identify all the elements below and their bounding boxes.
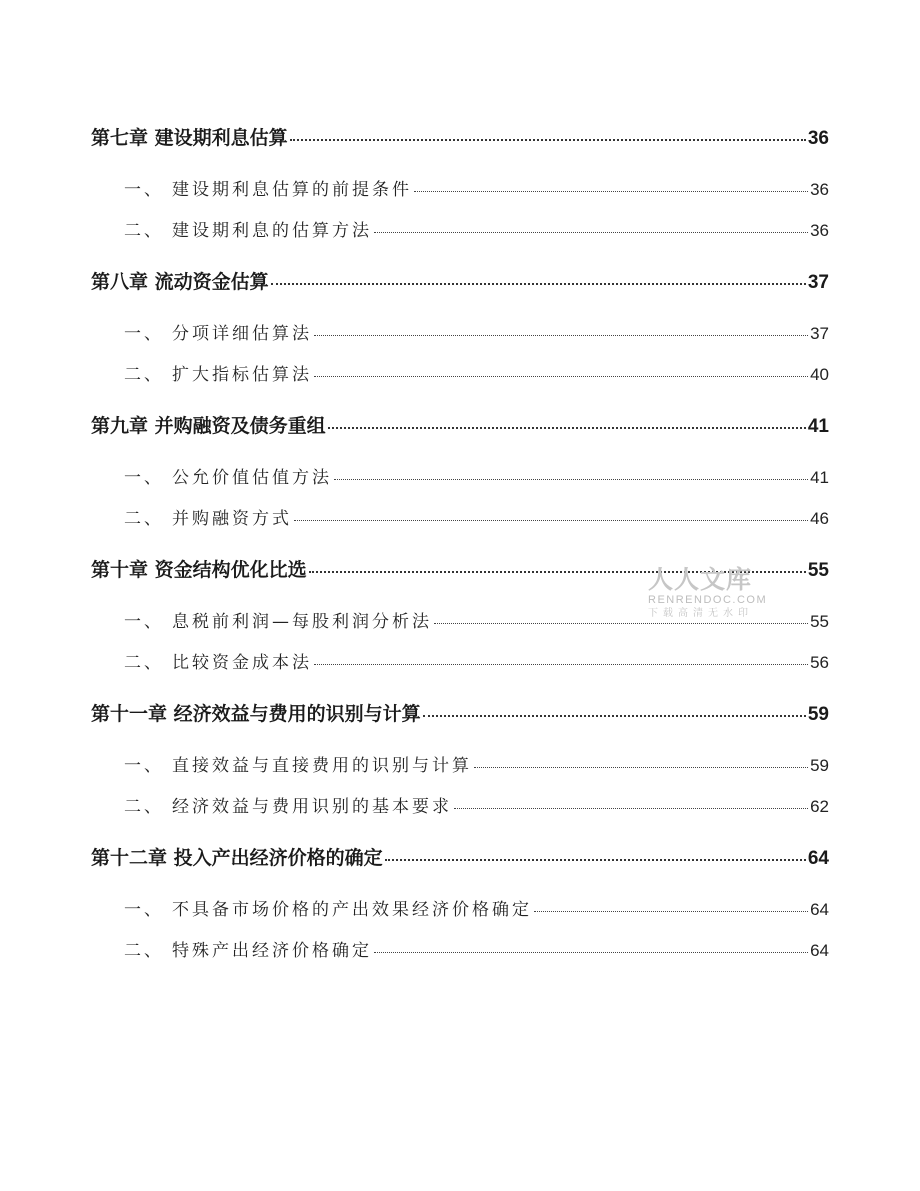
section-number: 一、 bbox=[124, 900, 164, 920]
section-label bbox=[124, 319, 312, 344]
section-title: 特殊产出经济价格确定 bbox=[172, 941, 372, 961]
section-title: 建设期利息估算的前提条件 bbox=[172, 180, 412, 200]
toc-section-10-2[interactable] bbox=[124, 648, 829, 673]
page-number: 36 bbox=[810, 180, 829, 199]
toc-section-7-2[interactable] bbox=[124, 216, 829, 241]
dot-leader bbox=[334, 479, 808, 480]
toc-section-8-1[interactable] bbox=[124, 319, 829, 344]
toc-section-9-2[interactable] bbox=[124, 504, 829, 529]
section-label bbox=[124, 360, 312, 385]
chapter-title: 第七章 建设期利息估算 bbox=[91, 127, 288, 149]
section-title: 分项详细估算法 bbox=[172, 324, 312, 344]
section-label bbox=[124, 936, 372, 961]
section-label bbox=[124, 751, 472, 776]
dot-leader bbox=[423, 715, 806, 717]
page-number: 62 bbox=[810, 797, 829, 816]
dot-leader bbox=[271, 283, 806, 285]
section-number: 一、 bbox=[124, 756, 164, 776]
toc-section-10-1[interactable] bbox=[124, 607, 829, 632]
watermark-slogan: 下载高清无水印 bbox=[648, 608, 753, 619]
section-number: 二、 bbox=[124, 221, 164, 241]
dot-leader bbox=[474, 767, 808, 768]
section-number: 一、 bbox=[124, 468, 164, 488]
section-title: 比较资金成本法 bbox=[172, 653, 312, 673]
toc-chapter-12[interactable] bbox=[91, 843, 829, 870]
section-number: 二、 bbox=[124, 509, 164, 529]
dot-leader bbox=[534, 911, 808, 912]
toc-section-8-2[interactable] bbox=[124, 360, 829, 385]
page-number: 46 bbox=[810, 509, 829, 528]
toc-section-11-2[interactable] bbox=[124, 792, 829, 817]
section-title: 直接效益与直接费用的识别与计算 bbox=[172, 756, 472, 776]
dot-leader bbox=[374, 232, 808, 233]
section-title: 不具备市场价格的产出效果经济价格确定 bbox=[172, 900, 532, 920]
page-number: 37 bbox=[807, 272, 829, 293]
dot-leader bbox=[414, 191, 808, 192]
section-number: 二、 bbox=[124, 365, 164, 385]
page-number: 64 bbox=[807, 848, 829, 869]
chapter-title: 第十章 资金结构优化比选 bbox=[91, 559, 307, 581]
page-number: 36 bbox=[807, 128, 829, 149]
chapter-title: 第十二章 投入产出经济价格的确定 bbox=[91, 847, 383, 869]
dot-leader bbox=[328, 427, 806, 429]
toc-section-12-2[interactable] bbox=[124, 936, 829, 961]
dot-leader bbox=[314, 376, 808, 377]
dot-leader bbox=[385, 859, 806, 861]
section-number: 一、 bbox=[124, 180, 164, 200]
page-number: 41 bbox=[807, 416, 829, 437]
watermark-domain: RENRENDOC.COM bbox=[648, 594, 768, 606]
page-number: 59 bbox=[810, 756, 829, 775]
section-title: 公允价值估值方法 bbox=[172, 468, 332, 488]
section-title: 息税前利润—每股利润分析法 bbox=[172, 612, 432, 632]
section-number: 二、 bbox=[124, 653, 164, 673]
page-number: 56 bbox=[810, 653, 829, 672]
section-title: 并购融资方式 bbox=[172, 509, 292, 529]
section-label bbox=[124, 895, 532, 920]
page-number: 40 bbox=[810, 365, 829, 384]
dot-leader bbox=[314, 335, 808, 336]
section-label bbox=[124, 175, 412, 200]
section-number: 一、 bbox=[124, 612, 164, 632]
section-title: 经济效益与费用识别的基本要求 bbox=[172, 797, 452, 817]
page-number: 55 bbox=[807, 560, 829, 581]
toc-chapter-8[interactable] bbox=[91, 267, 829, 294]
section-label bbox=[124, 504, 292, 529]
section-title: 建设期利息的估算方法 bbox=[172, 221, 372, 241]
watermark-title: 人人文库 bbox=[648, 565, 753, 594]
toc-section-12-1[interactable] bbox=[124, 895, 829, 920]
dot-leader bbox=[309, 571, 806, 573]
page-number: 64 bbox=[810, 900, 829, 919]
section-label bbox=[124, 216, 372, 241]
toc-section-11-1[interactable] bbox=[124, 751, 829, 776]
section-title: 扩大指标估算法 bbox=[172, 365, 312, 385]
dot-leader bbox=[434, 623, 808, 624]
section-label bbox=[124, 607, 432, 632]
toc-chapter-9[interactable] bbox=[91, 411, 829, 438]
section-label bbox=[124, 463, 332, 488]
page-number: 59 bbox=[807, 704, 829, 725]
page-number: 37 bbox=[810, 324, 829, 343]
toc-section-9-1[interactable] bbox=[124, 463, 829, 488]
dot-leader bbox=[374, 952, 808, 953]
section-label bbox=[124, 792, 452, 817]
section-number: 一、 bbox=[124, 324, 164, 344]
toc-chapter-10[interactable] bbox=[91, 555, 829, 582]
page-number: 55 bbox=[810, 612, 829, 631]
chapter-title: 第十一章 经济效益与费用的识别与计算 bbox=[91, 703, 421, 725]
dot-leader bbox=[290, 139, 806, 141]
toc-chapter-7[interactable] bbox=[91, 123, 829, 150]
page-number: 36 bbox=[810, 221, 829, 240]
dot-leader bbox=[294, 520, 808, 521]
dot-leader bbox=[454, 808, 808, 809]
chapter-title: 第八章 流动资金估算 bbox=[91, 271, 269, 293]
toc-section-7-1[interactable] bbox=[124, 175, 829, 200]
toc-chapter-11[interactable] bbox=[91, 699, 829, 726]
chapter-title: 第九章 并购融资及债务重组 bbox=[91, 415, 326, 437]
section-number: 二、 bbox=[124, 941, 164, 961]
section-label bbox=[124, 648, 312, 673]
page-number: 64 bbox=[810, 941, 829, 960]
section-number: 二、 bbox=[124, 797, 164, 817]
dot-leader bbox=[314, 664, 808, 665]
page-number: 41 bbox=[810, 468, 829, 487]
